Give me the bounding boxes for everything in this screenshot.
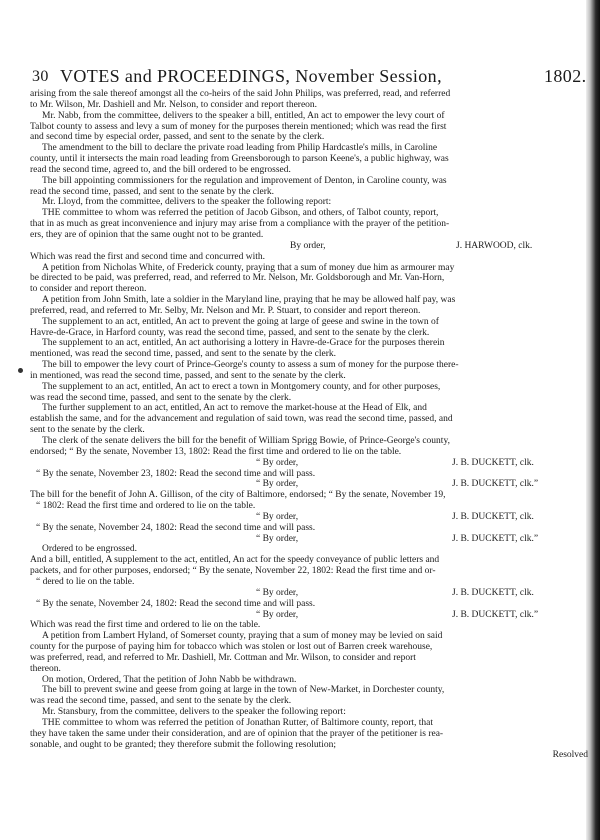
text-line: establish the same, and for the advancement and regulation of said town, was read the second time, passed, and xyxy=(30,414,453,425)
text-line: preferred, read, and referred to Mr. Selby, Mr. Nelson and Mr. P. Stuart, to consider and report thereon. xyxy=(30,305,421,316)
text-line: The bill appointing commissioners for the regulation and improvement of Denton, in Caroline county, was xyxy=(42,175,447,186)
signature-order: “ By order, xyxy=(256,587,299,598)
text-line: be directed to be paid, was preferred, read, and referred to Mr. Nelson, Mr. Goldsborough and Mr. Van-Horn, xyxy=(30,273,445,284)
text-line: A petition from Nicholas White, of Frederick county, praying that a sum of money due him as armourer may xyxy=(42,262,455,273)
signature-name: J. HARWOOD, clk. xyxy=(456,240,533,251)
signature-name: J. B. DUCKETT, clk. xyxy=(452,511,534,522)
text-line: Ordered to be engrossed. xyxy=(42,544,137,555)
signature-line xyxy=(30,458,592,469)
text-line: The supplement to an act, entitled, An act authorising a lottery in Havre-de-Grace for the purposes therein xyxy=(42,338,445,349)
text-line: Havre-de-Grace, in Harford county, was read the second time, passed, and sent to the senate by the clerk. xyxy=(30,327,430,338)
text-line: Mr. Lloyd, from the committee, delivers to the speaker the following report: xyxy=(42,197,332,208)
signature-line xyxy=(30,534,592,545)
signature-name: J. B. DUCKETT, clk. xyxy=(452,587,534,598)
text-line: in mentioned, was read the second time, passed, and sent to the senate by the clerk. xyxy=(30,370,346,381)
text-line: was read the second time, passed, and sent to the senate by the clerk. xyxy=(30,392,292,403)
signature-line xyxy=(30,588,592,599)
text-line: thereon. xyxy=(30,663,61,674)
header-title: VOTES and PROCEEDINGS, November Session, xyxy=(60,66,442,86)
text-line: county for the purpose of paying him for tobacco which was stolen or lost out of Barren creek warehouse, xyxy=(30,642,433,653)
text-line: that in as much as great inconvenience and injury may arise from a compliance with the prayer of the petition- xyxy=(30,219,450,230)
signature-line xyxy=(30,241,592,252)
text-line: “ By the senate, November 23, 1802: Read the second time and will pass. xyxy=(36,468,316,479)
signature-order: By order, xyxy=(290,240,326,251)
text-line: The clerk of the senate delivers the bill for the benefit of William Sprigg Bowie, of Prince-George's county, xyxy=(42,436,450,446)
text-line: packets, and for other purposes, endorsed; “ By the senate, November 22, 1802: Read the first time and or- xyxy=(30,566,436,577)
text-line: “ dered to lie on the table. xyxy=(36,576,135,587)
text-line: sent to the senate by the clerk. xyxy=(30,425,145,436)
text-line: The bill for the benefit of John A. Gillison, of the city of Baltimore, endorsed; “ By the senate, November 19, xyxy=(30,490,446,501)
signature-order: “ By order, xyxy=(256,533,299,544)
text-line: “ By the senate, November 24, 1802: Read the second time and will pass. xyxy=(36,522,316,533)
text-line: The supplement to an act, entitled, An act to prevent the going at large of geese and swine in the town of xyxy=(42,316,439,327)
text-line: endorsed; “ By the senate, November 13, 1802: Read the first time and ordered to lie on the table. xyxy=(30,446,402,457)
text-line: A petition from Lambert Hyland, of Somerset county, praying that a sum of money may be levied on said xyxy=(42,631,443,642)
text-line: was preferred, read, and referred to Mr. Dashiell, Mr. Cottman and Mr. Wilson, to consider and report xyxy=(30,652,416,663)
text-line: THE committee to whom was referred the petition of Jacob Gibson, and others, of Talbot county, report, xyxy=(42,208,439,219)
text-line: sonable, and ought to be granted; they therefore submit the following resolution; xyxy=(30,739,337,750)
signature-line xyxy=(30,512,592,523)
ink-speck xyxy=(18,368,23,373)
text-line: “ By the senate, November 24, 1802: Read the second time and will pass. xyxy=(36,598,316,609)
text-line: to Mr. Wilson, Mr. Dashiell and Mr. Nelson, to consider and report thereon. xyxy=(30,99,318,110)
text-line: On motion, Ordered, That the petition of John Nabb be withdrawn. xyxy=(42,674,297,685)
text-line: The bill to empower the levy court of Prince-George's county to assess a sum of money for the purpose there- xyxy=(42,360,459,371)
text-line: Which was read the first and second time and concurred with. xyxy=(30,251,266,262)
text-line: county, until it intersects the main road leading from Greensborough to parson Keene's, a public highway, was xyxy=(30,154,449,165)
text-line: Mr. Stansbury, from the committee, delivers to the speaker the following report: xyxy=(42,707,346,718)
text-line: and second time by especial order, passed, and sent to the senate by the clerk. xyxy=(30,132,325,143)
text-line: Which was read the first time and ordered to lie on the table. xyxy=(30,620,261,631)
signature-name: J. B. DUCKETT, clk. xyxy=(452,457,534,468)
signature-line xyxy=(30,610,592,621)
text-line: they have taken the same under their consideration, and are of opinion that the prayer of the petitioner is rea- xyxy=(30,728,444,739)
text-line: The bill to prevent swine and geese from going at large in the town of New-Market, in Dorchester county, xyxy=(42,685,445,696)
text-line: ers, they are of opinion that the same ought not to be granted. xyxy=(30,229,264,240)
header-year: 1802. xyxy=(544,66,587,86)
signature-order: “ By order, xyxy=(256,511,299,522)
text-line: to consider and report thereon. xyxy=(30,284,147,295)
signature-name: J. B. DUCKETT, clk.” xyxy=(452,533,539,544)
text-line: And a bill, entitled, A supplement to the act, entitled, An act for the speedy conveyance of public letters and xyxy=(30,555,440,566)
text-line: read the second time, agreed to, and the bill ordered to be engrossed. xyxy=(30,164,291,175)
signature-order: “ By order, xyxy=(256,457,299,468)
signature-line xyxy=(30,479,592,490)
text-line: THE committee to whom was referred the petition of Jonathan Rutter, of Baltimore county, report, that xyxy=(42,717,434,728)
text-line: mentioned, was read the second time, passed, and sent to the senate by the clerk. xyxy=(30,349,337,360)
text-line: Mr. Nabb, from the committee, delivers to the speaker a bill, entitled, An act to empower the levy court of xyxy=(42,110,445,121)
signature-order: “ By order, xyxy=(256,609,299,620)
running-header xyxy=(32,66,592,88)
text-line: The amendment to the bill to declare the private road leading from Philip Hardcastle's mills, in Caroline xyxy=(42,143,438,154)
text-line: The further supplement to an act, entitled, An act to remove the market-house at the Head of Elk, and xyxy=(42,403,427,414)
text-line: The supplement to an act, entitled, An act to erect a town in Montgomery county, and for other purposes, xyxy=(42,381,441,392)
page-body xyxy=(30,89,592,831)
text-line: Talbot county to assess and levy a sum of money for the purposes therein mentioned; which was read the first xyxy=(30,121,447,132)
catchword: Resolved xyxy=(552,750,588,761)
text-line: read the second time, passed, and sent to the senate by the clerk. xyxy=(30,186,275,197)
text-line: arising from the sale thereof amongst all the co-heirs of the said John Philips, was preferred, read, and referred xyxy=(30,89,451,99)
text-line: “ 1802: Read the first time and ordered to lie on the table. xyxy=(36,501,256,512)
text-line: was read the second time, passed, and sent to the senate by the clerk. xyxy=(30,696,292,707)
text-line: A petition from John Smith, late a soldier in the Maryland line, praying that he may be allowed half pay, was xyxy=(42,295,456,306)
page-number: 30 xyxy=(32,68,49,85)
signature-name: J. B. DUCKETT, clk.” xyxy=(452,479,539,490)
signature-order: “ By order, xyxy=(256,479,299,490)
signature-name: J. B. DUCKETT, clk.” xyxy=(452,609,539,620)
